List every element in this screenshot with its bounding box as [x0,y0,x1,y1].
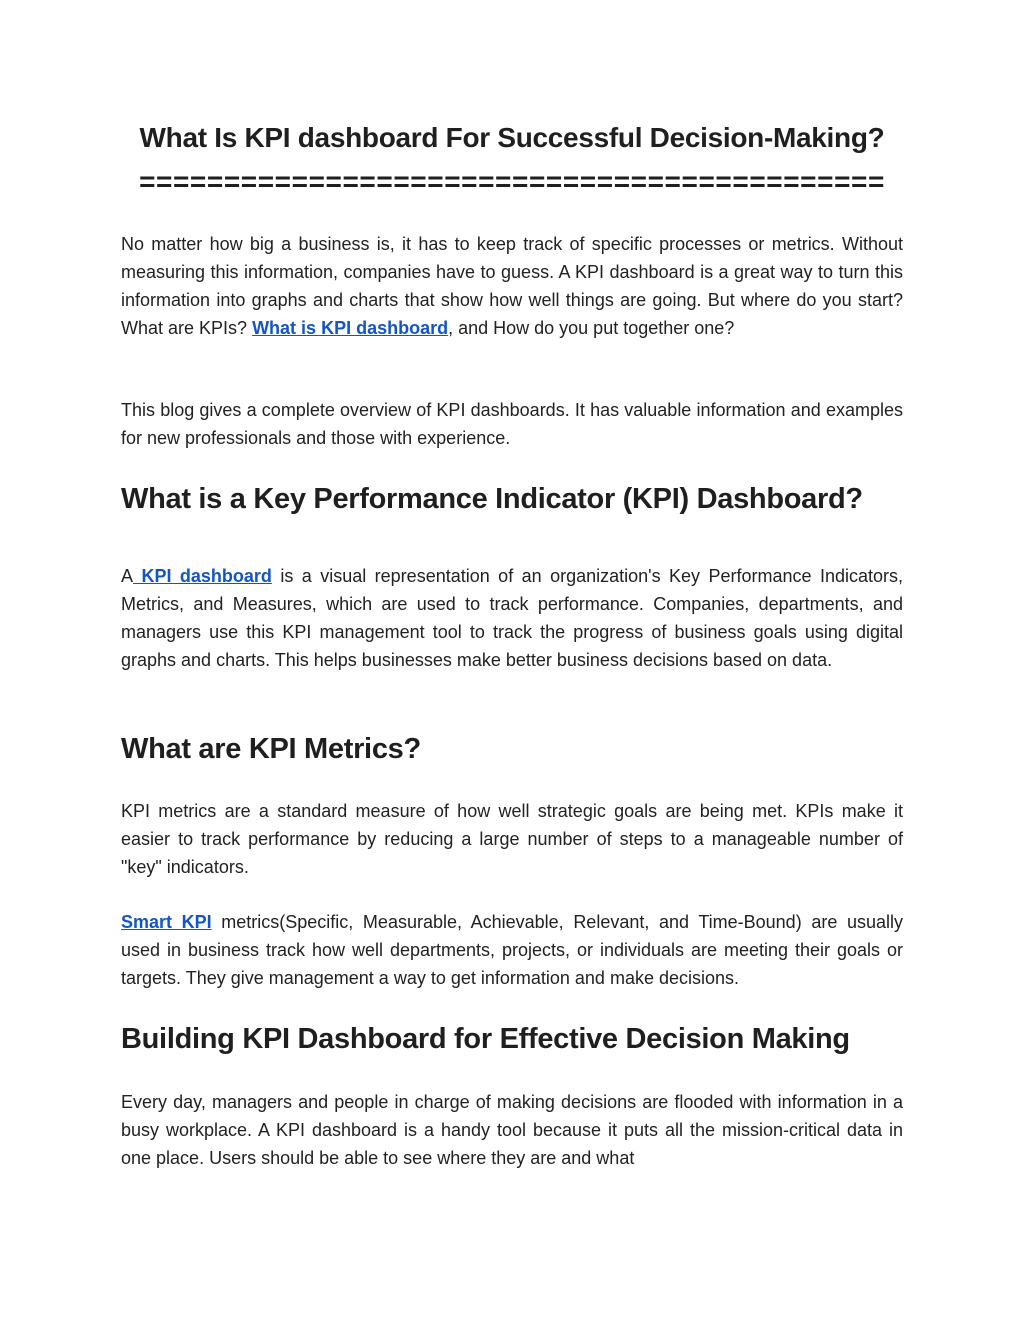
what-is-kpi-dashboard-link[interactable]: What is KPI dashboard [252,318,449,338]
kpi-dashboard-link[interactable]: KPI dashboard [133,566,272,586]
smart-kpi-link[interactable]: Smart KPI [121,912,212,932]
intro-text: No matter how big a business is, it has to keep track of specific processes or metrics. Without measuring this information, companies have to guess. A KPI dashboard is a great way to turn this information into graphs and charts that show how well things are going. But where do you start? What are KPIs? [121,234,903,338]
document-title: What Is KPI dashboard For Successful Decision-Making? [139,122,885,153]
kpi-metrics-heading: What are KPI Metrics? [121,733,421,765]
building-kpi-dashboard-heading: Building KPI Dashboard for Effective Decision Making [121,1023,850,1055]
overview-paragraph: This blog gives a complete overview of KPI dashboards. It has valuable information and examples for new professionals and those with experience. [121,400,903,448]
title-underline-rule: ============================================ [139,166,885,197]
building-kpi-dashboard-paragraph: Every day, managers and people in charge of making decisions are flooded with information in a busy workplace. A KPI dashboard is a handy tool because it puts all the mission-critical data in one place. Users should be able to see where they are and what [121,1092,903,1168]
kpi-dashboard-paragraph [121,562,903,674]
kpi-metrics-paragraph: KPI metrics are a standard measure of how well strategic goals are being met. KPIs make it easier to track performance by reducing a large number of steps to a manageable number of "key" indicators. [121,801,903,877]
kpi-dashboard-text-start: A [121,566,134,586]
intro-text-end: , and How do you put together one? [448,318,735,338]
kpi-dashboard-text: is a visual representation of an organization's Key Performance Indicators, Metrics, and Measures, which are used to track performance. Companies, departments, and managers use this KPI management tool to track the progress of business goals using digital graphs and charts. This helps businesses make better business decisions based on data. [121,566,903,670]
intro-paragraph [121,230,903,342]
kpi-dashboard-heading: What is a Key Performance Indicator (KPI) Dashboard? [121,483,863,515]
smart-kpi-text: metrics(Specific, Measurable, Achievable, Relevant, and Time-Bound) are usually used in business track how well departments, projects, or individuals are meeting their goals or targets. They give management a way to get information and make decisions. [121,912,903,988]
smart-kpi-paragraph [121,908,903,992]
